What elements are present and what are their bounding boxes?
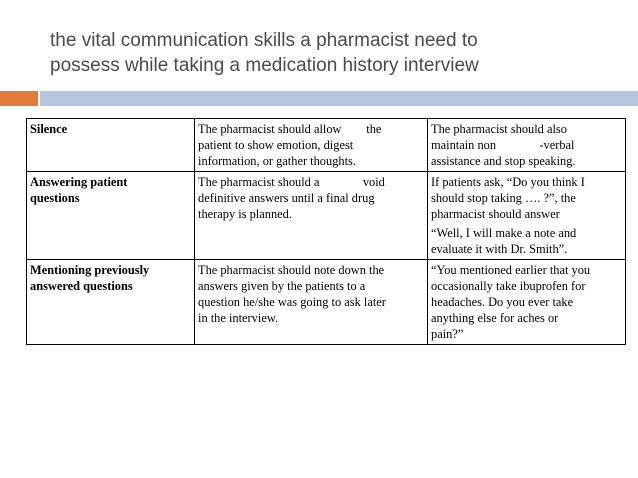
example-line: If patients ask, “Do you think I	[431, 175, 585, 189]
table-row	[27, 172, 626, 260]
example-line: assistance and stop speaking.	[431, 154, 576, 168]
example-line: occasionally take ibuprofen for	[431, 279, 586, 293]
skill-label-cell	[27, 119, 195, 172]
skill-label: Silence	[30, 122, 68, 136]
description-line: question he/she was going to ask later	[198, 295, 386, 309]
table-row	[27, 119, 626, 172]
description-line: The pharmacist should allow the	[198, 122, 382, 136]
description-line: in the interview.	[198, 311, 279, 325]
example-cell	[428, 172, 626, 260]
example-line: should stop taking …. ?”, the	[431, 191, 576, 205]
example-line: pain?”	[431, 327, 464, 341]
example-line: evaluate it with Dr. Smith”.	[431, 242, 568, 256]
description-line: patient to show emotion, digest	[198, 138, 354, 152]
description-line: definitive answers until a final drug	[198, 191, 375, 205]
example-cell	[428, 260, 626, 345]
example-line: “You mentioned earlier that you	[431, 263, 591, 277]
example-cell	[428, 119, 626, 172]
example-line: maintain non -verbal	[431, 138, 575, 152]
example-line: anything else for aches or	[431, 311, 559, 325]
example-line: “Well, I will make a note and	[431, 226, 577, 240]
accent-bar-orange	[0, 91, 38, 106]
accent-bar-blue	[40, 91, 638, 106]
description-line: The pharmacist should note down the	[198, 263, 385, 277]
skill-label: Answering patient	[30, 175, 128, 189]
table-row	[27, 260, 626, 345]
title-line-1: the vital communication skills a pharmacist need to	[50, 30, 478, 51]
description-line: answers given by the patients to a	[198, 279, 366, 293]
example-line: The pharmacist should also	[431, 122, 567, 136]
description-cell	[195, 119, 428, 172]
communication-skills-table	[26, 118, 626, 345]
skill-label-cell	[27, 172, 195, 260]
description-cell	[195, 260, 428, 345]
skill-label: answered questions	[30, 279, 133, 293]
example-line: headaches. Do you ever take	[431, 295, 574, 309]
slide-title	[50, 28, 610, 78]
skill-label-cell	[27, 260, 195, 345]
example-line: pharmacist should answer	[431, 207, 560, 221]
description-cell	[195, 172, 428, 260]
skill-label: Mentioning previously	[30, 263, 150, 277]
skill-label: questions	[30, 191, 80, 205]
description-line: The pharmacist should a void	[198, 175, 385, 189]
description-line: information, or gather thoughts.	[198, 154, 356, 168]
title-line-2: possess while taking a medication history interview	[50, 55, 479, 76]
description-line: therapy is planned.	[198, 207, 292, 221]
